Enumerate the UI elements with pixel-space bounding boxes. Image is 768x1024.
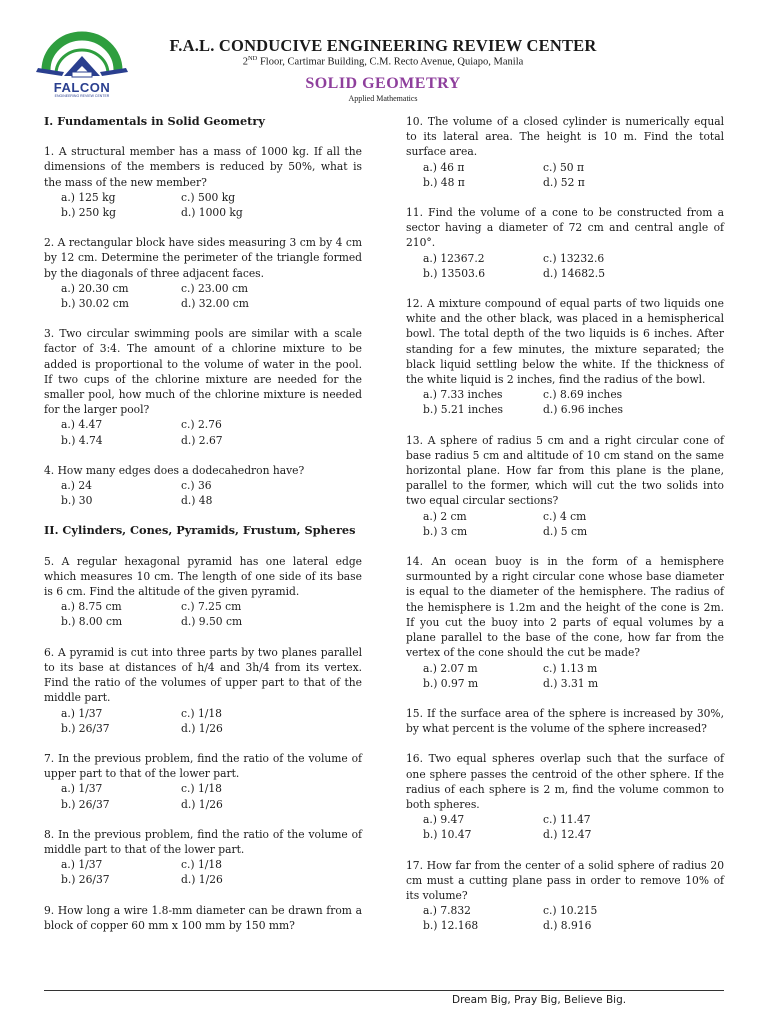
choice-d: d.) 1/26 bbox=[181, 797, 223, 811]
choice-c: c.) 7.25 cm bbox=[181, 600, 242, 614]
footer-motto: Dream Big, Pray Big, Believe Big. bbox=[452, 994, 627, 1006]
choice-b: b.) 30.02 cm bbox=[61, 297, 129, 311]
choices bbox=[406, 387, 724, 417]
choice-c: c.) 36 bbox=[181, 479, 212, 493]
choice-b: b.) 250 kg bbox=[61, 206, 116, 220]
choice-c: c.) 1/18 bbox=[181, 706, 222, 720]
question-1 bbox=[44, 144, 362, 220]
question-text: 13. A sphere of radius 5 cm and a right circular cone of base radius 5 cm and altitude of 10 cm stand on the same horizontal plane. How far from this plane is the plane, parallel to the former, which will cut the two solids into two equal circular sections? bbox=[406, 433, 724, 508]
choice-a: a.) 7.832 bbox=[423, 904, 471, 918]
question-10 bbox=[406, 114, 724, 190]
choice-d: d.) 3.31 m bbox=[543, 676, 599, 690]
choice-d: d.) 9.50 cm bbox=[181, 615, 243, 629]
question-12 bbox=[406, 296, 724, 418]
choices bbox=[406, 661, 724, 691]
choice-d: d.) 6.96 inches bbox=[543, 403, 623, 417]
question-6 bbox=[44, 645, 362, 736]
subject-subtitle: Applied Mathematics bbox=[348, 94, 418, 103]
choice-b: b.) 0.97 m bbox=[423, 676, 479, 690]
address: 2ND Floor, Cartimar Building, C.M. Recto Avenue, Quiapo, Manila bbox=[242, 55, 524, 68]
question-text: 1. A structural member has a mass of 1000 kg. If all the dimensions of the members is reduced by 50%, what is the mass of the new member? bbox=[44, 145, 362, 189]
choices bbox=[44, 190, 362, 220]
choices bbox=[44, 281, 362, 311]
choice-a: a.) 8.75 cm bbox=[61, 600, 122, 614]
question-9 bbox=[44, 903, 362, 933]
choice-d: d.) 2.67 bbox=[181, 433, 223, 447]
choices bbox=[406, 160, 724, 190]
choices bbox=[406, 509, 724, 539]
question-text: 2. A rectangular block have sides measuring 3 cm by 4 cm by 12 cm. Determine the perimeter of the triangle formed by the diagonals of three adjacent faces. bbox=[44, 236, 362, 280]
choice-b: b.) 13503.6 bbox=[423, 266, 486, 280]
choice-d: d.) 12.47 bbox=[543, 828, 592, 842]
choices bbox=[44, 781, 362, 811]
choice-a: a.) 1/37 bbox=[61, 858, 103, 872]
logo-subtext: ENGINEERING REVIEW CENTER bbox=[54, 94, 110, 98]
choice-a: a.) 7.33 inches bbox=[423, 388, 503, 402]
choice-c: c.) 4 cm bbox=[543, 509, 587, 523]
choices bbox=[44, 599, 362, 629]
choices bbox=[44, 857, 362, 887]
choice-c: c.) 2.76 bbox=[181, 418, 222, 432]
choice-c: c.) 13232.6 bbox=[543, 251, 605, 265]
logo-text: FALCON bbox=[53, 80, 111, 95]
choice-c: c.) 11.47 bbox=[543, 813, 591, 827]
choice-a: a.) 1/37 bbox=[61, 706, 103, 720]
choice-b: b.) 26/37 bbox=[61, 721, 110, 735]
choice-a: a.) 24 bbox=[61, 479, 92, 493]
choice-b: b.) 48 π bbox=[423, 175, 465, 189]
choice-c: c.) 23.00 cm bbox=[181, 281, 249, 295]
question-text: 14. An ocean buoy is in the form of a hemisphere surmounted by a right circular cone whose base diameter is equal to the diameter of the hemisphere. The radius of the hemisphere is 1.2m and the height of the cone is 2m. If you cut the buoy into 2 parts of equal volumes by a plane parallel to the base of the cone, how far from the vertex of the cone should the cut be made? bbox=[406, 555, 724, 660]
choice-a: a.) 9.47 bbox=[423, 813, 465, 827]
choice-a: a.) 46 π bbox=[423, 160, 465, 174]
choice-b: b.) 30 bbox=[61, 494, 93, 508]
question-7 bbox=[44, 751, 362, 812]
question-text: 15. If the surface area of the sphere is increased by 30%, by what percent is the volume of the sphere increased? bbox=[406, 706, 724, 736]
question-3 bbox=[44, 326, 362, 448]
question-5 bbox=[44, 554, 362, 630]
question-text: 9. How long a wire 1.8-mm diameter can be drawn from a block of copper 60 mm x 100 mm by 150 mm? bbox=[44, 903, 362, 932]
choice-b: b.) 4.74 bbox=[61, 433, 103, 447]
question-text: 17. How far from the center of a solid sphere of radius 20 cm must a cutting plane pass in order to remove 10% of its volume? bbox=[406, 858, 724, 902]
question-8 bbox=[44, 827, 362, 888]
choice-c: c.) 1.13 m bbox=[543, 661, 598, 675]
choice-a: a.) 125 kg bbox=[61, 190, 116, 204]
choice-d: d.) 52 π bbox=[543, 175, 585, 189]
choice-b: b.) 26/37 bbox=[61, 797, 110, 811]
choice-a: a.) 4.47 bbox=[61, 418, 103, 432]
choice-b: b.) 12.168 bbox=[423, 919, 479, 933]
left-column bbox=[44, 114, 362, 933]
question-text: 3. Two circular swimming pools are similar with a scale factor of 3:4. The amount of a chlorine mixture to be added is proportional to the volume of water in the pool. If two cups of the chlorine mixture are needed for the smaller pool, how much of the chlorine mixture is needed for the larger pool? bbox=[44, 327, 362, 417]
choice-a: a.) 12367.2 bbox=[423, 251, 485, 265]
choice-b: b.) 10.47 bbox=[423, 828, 472, 842]
choice-d: d.) 48 bbox=[181, 494, 213, 508]
question-text: 16. Two equal spheres overlap such that the surface of one sphere passes the centroid of the other sphere. If the radius of each sphere is 2 m, find the volume common to both spheres. bbox=[406, 752, 724, 811]
question-4 bbox=[44, 463, 362, 509]
question-text: 11. Find the volume of a cone to be constructed from a sector having a diameter of 72 cm and central angle of 210°. bbox=[406, 206, 724, 250]
choice-a: a.) 2 cm bbox=[423, 509, 467, 523]
question-text: 7. In the previous problem, find the ratio of the volume of upper part to that of the lower part. bbox=[44, 751, 362, 781]
question-11 bbox=[406, 205, 724, 281]
choice-c: c.) 10.215 bbox=[543, 904, 598, 918]
choices bbox=[406, 251, 724, 281]
question-text: 12. A mixture compound of equal parts of two liquids one white and the other black, was placed in a hemispherical bowl. The total depth of the two liquids is 6 inches. After standing for a few minutes, the mixture separated; the black liquid settling below the white. If the thickness of the white liquid is 2 inches, find the radius of the bowl. bbox=[406, 297, 724, 387]
question-text: 4. How many edges does a dodecahedron have? bbox=[44, 463, 305, 477]
choice-c: c.) 1/18 bbox=[181, 782, 222, 796]
choice-d: d.) 8.916 bbox=[543, 919, 592, 933]
choice-c: c.) 500 kg bbox=[181, 190, 236, 204]
question-text: 10. The volume of a closed cylinder is numerically equal to its lateral area. The height is 10 m. Find the total surface area. bbox=[406, 115, 724, 159]
choice-b: b.) 5.21 inches bbox=[423, 403, 503, 417]
question-17 bbox=[406, 858, 724, 934]
choices bbox=[44, 417, 362, 447]
choice-d: d.) 1000 kg bbox=[181, 206, 243, 220]
choice-d: d.) 1/26 bbox=[181, 721, 223, 735]
choices bbox=[44, 706, 362, 736]
question-2 bbox=[44, 235, 362, 311]
question-text: 6. A pyramid is cut into three parts by two planes parallel to its base at distances of h/4 and 3h/4 from its vertex. Find the ratio of the volumes of upper part to that of the middle part. bbox=[44, 645, 362, 705]
choice-d: d.) 1/26 bbox=[181, 873, 223, 887]
choice-a: a.) 2.07 m bbox=[423, 661, 478, 675]
choice-b: b.) 26/37 bbox=[61, 873, 110, 887]
organization-name: F.A.L. CONDUCIVE ENGINEERING REVIEW CENTER bbox=[169, 36, 597, 55]
choice-b: b.) 3 cm bbox=[423, 524, 468, 538]
choice-d: d.) 5 cm bbox=[543, 524, 588, 538]
question-text: 8. In the previous problem, find the ratio of the volume of middle part to that of the lower part. bbox=[44, 827, 362, 856]
question-14 bbox=[406, 554, 724, 691]
question-text: 5. A regular hexagonal pyramid has one lateral edge which measures 10 cm. The length of one side of its base is 6 cm. Find the altitude of the given pyramid. bbox=[44, 554, 362, 599]
choice-a: a.) 20.30 cm bbox=[61, 281, 129, 295]
question-13 bbox=[406, 433, 724, 539]
choice-a: a.) 1/37 bbox=[61, 782, 103, 796]
subject-title: SOLID GEOMETRY bbox=[305, 75, 461, 92]
choice-c: c.) 8.69 inches bbox=[543, 388, 623, 402]
question-15 bbox=[406, 706, 724, 736]
section-heading: II. Cylinders, Cones, Pyramids, Frustum, Spheres bbox=[44, 523, 356, 538]
choice-c: c.) 1/18 bbox=[181, 858, 222, 872]
choices bbox=[406, 903, 724, 933]
choices bbox=[44, 478, 362, 508]
choice-d: d.) 14682.5 bbox=[543, 266, 606, 280]
section-heading: I. Fundamentals in Solid Geometry bbox=[44, 114, 265, 128]
question-16 bbox=[406, 751, 724, 842]
choice-d: d.) 32.00 cm bbox=[181, 297, 249, 311]
choice-b: b.) 8.00 cm bbox=[61, 615, 123, 629]
right-column bbox=[406, 114, 724, 934]
choice-c: c.) 50 π bbox=[543, 160, 584, 174]
choices bbox=[406, 812, 724, 842]
footer-divider bbox=[44, 990, 724, 991]
